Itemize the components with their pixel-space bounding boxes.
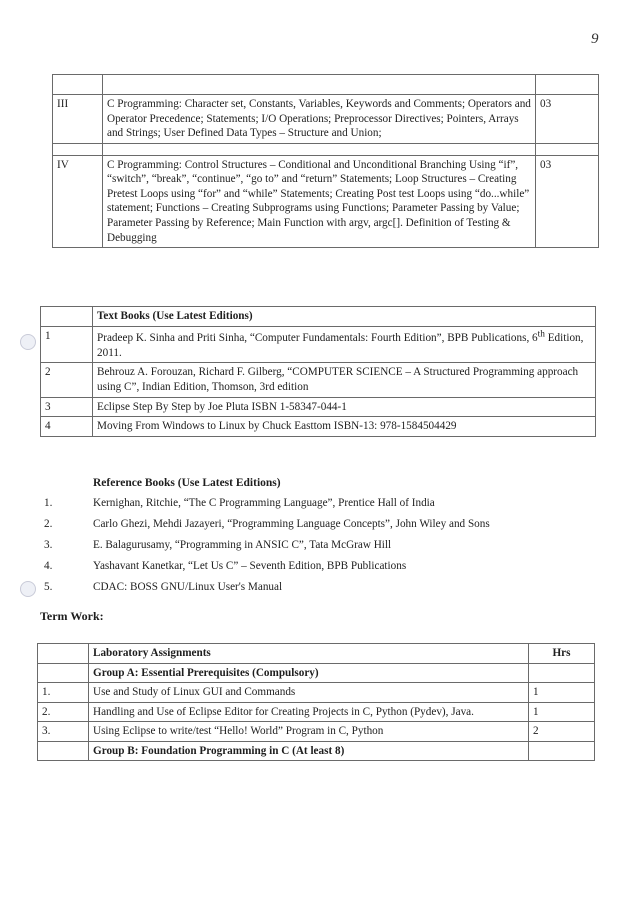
ref-text: CDAC: BOSS GNU/Linux User's Manual [93,581,283,593]
book-entry [93,326,596,363]
table-row [38,722,595,742]
list-item [44,517,490,538]
table-row [38,683,595,703]
reference-books-list [44,496,490,601]
table-header-row [38,644,595,664]
book-entry: Behrouz A. Forouzan, Richard F. Gilberg, “COMPUTER SCIENCE – A Structured Programming approach using C”, Indian Edition, Thomson, 3rd edition [93,363,596,397]
table-row [53,143,599,155]
unit-number: IV [53,155,103,247]
lab-number: 3. [38,722,89,742]
book-text: Pradeep K. Sinha and Priti Sinha, “Computer Fundamentals: Fourth Edition”, BPB Publications, 6th Edition, 2011. [97,329,584,359]
book-number: 4 [41,417,93,437]
lab-heading: Laboratory Assignments [89,644,529,664]
book-number: 2 [41,363,93,397]
page-number: 9 [591,31,599,47]
lab-number: 2. [38,702,89,722]
ref-number: 1. [44,497,53,509]
term-work-heading: Term Work: [40,609,104,623]
unit-hours: 03 [536,95,599,144]
lab-hrs: 1 [529,683,595,703]
text-books-table [40,306,596,437]
unit-content: C Programming: Control Structures – Conditional and Unconditional Branching Using “if”, “switch”, “break”, “continue”, “go to” and “return” Statements; Loop Structures – Creating Pretest Loops using “for” and “while” Statements; Creating Post test Loops using “do...while” statement; Functions – Creating Subprograms using Functions; Parameter Passing by Value; Parameter Passing by Reference; Main Function with argv, argc[]. Definition of Testing & Debugging [103,155,536,247]
lab-text: Using Eclipse to write/test “Hello! World” Program in C, Python [89,722,529,742]
punch-hole-mark [20,334,36,350]
list-item [44,580,490,601]
book-number: 1 [41,326,93,363]
ref-number: 2. [44,518,53,530]
lab-hrs: 1 [529,702,595,722]
list-item [44,538,490,559]
unit-hours: 03 [536,155,599,247]
lab-text: Handling and Use of Eclipse Editor for Creating Projects in C, Python (Pydev), Java. [89,702,529,722]
table-row [38,741,595,761]
table-row [41,326,596,363]
table-row [41,397,596,417]
unit-content: C Programming: Character set, Constants, Variables, Keywords and Comments; Operators and Operator Precedence; Statements; I/O Operations; Preprocessor Directives; Pointers, Arrays and Strings; User Defined Data Types – Structure and Union; [103,95,536,144]
lab-assignments-table [37,643,595,761]
ref-number: 4. [44,560,53,572]
book-entry: Eclipse Step By Step by Joe Pluta ISBN 1-58347-044-1 [93,397,596,417]
text-books-heading: Text Books (Use Latest Editions) [93,307,596,327]
list-item [44,496,490,517]
hrs-heading: Hrs [529,644,595,664]
book-number: 3 [41,397,93,417]
reference-books-heading: Reference Books (Use Latest Editions) [93,477,281,489]
lab-text: Use and Study of Linux GUI and Commands [89,683,529,703]
list-item [44,559,490,580]
table-row [41,417,596,437]
table-row [53,95,599,144]
ref-number: 3. [44,539,53,551]
table-row [38,702,595,722]
table-header-row [41,307,596,327]
book-entry: Moving From Windows to Linux by Chuck Easttom ISBN-13: 978-1584504429 [93,417,596,437]
group-a-heading: Group A: Essential Prerequisites (Compulsory) [89,663,529,683]
ref-text: Yashavant Kanetkar, “Let Us C” – Seventh Edition, BPB Publications [93,560,407,572]
lab-hrs: 2 [529,722,595,742]
ref-number: 5. [44,581,53,593]
syllabus-table [52,74,599,248]
ref-text: E. Balagurusamy, “Programming in ANSIC C”, Tata McGraw Hill [93,539,392,551]
table-row [41,363,596,397]
table-row [53,155,599,247]
lab-number: 1. [38,683,89,703]
table-row [53,75,599,95]
unit-number: III [53,95,103,144]
punch-hole-mark [20,581,36,597]
table-row [38,663,595,683]
ref-text: Carlo Ghezi, Mehdi Jazayeri, “Programming Language Concepts”, John Wiley and Sons [93,518,490,530]
ref-text: Kernighan, Ritchie, “The C Programming Language”, Prentice Hall of India [93,497,435,509]
group-b-heading: Group B: Foundation Programming in C (At least 8) [89,741,529,761]
